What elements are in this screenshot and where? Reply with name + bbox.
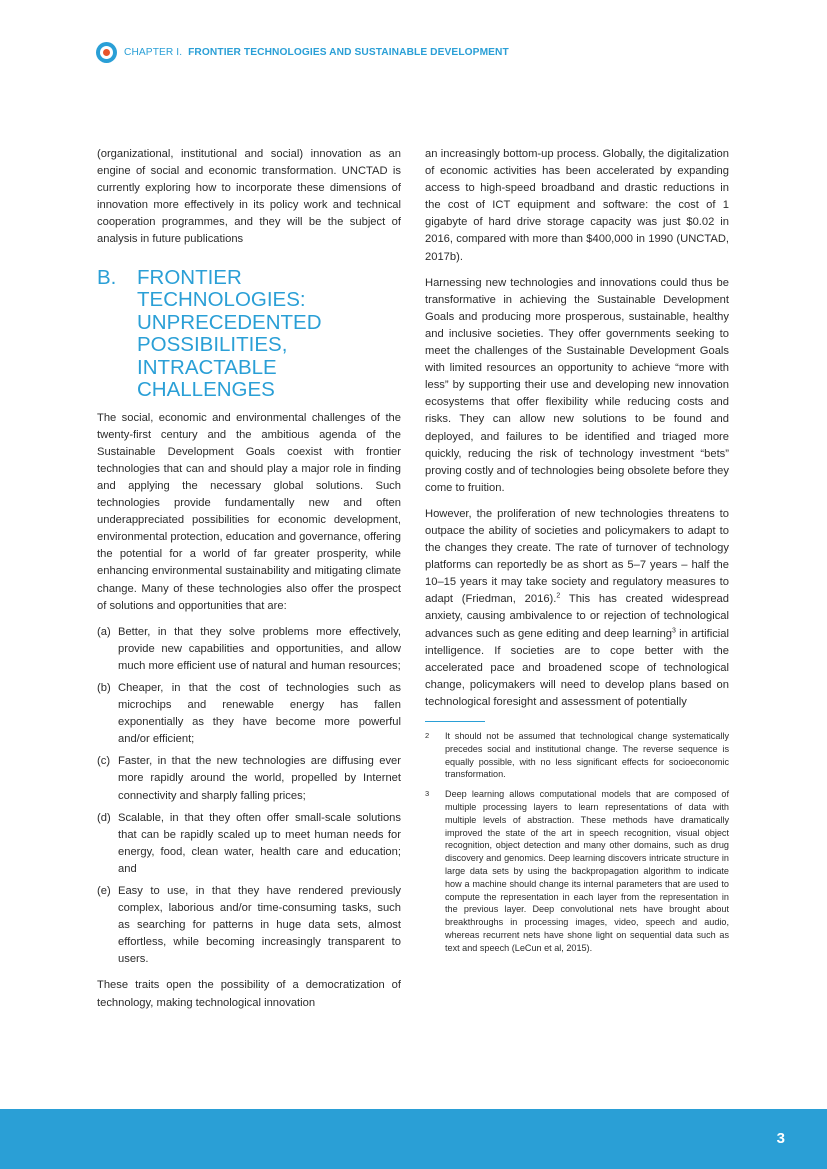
chapter-label: CHAPTER I. (124, 46, 183, 58)
chapter-title: FRONTIER TECHNOLOGIES AND SUSTAINABLE DEVELOPMENT (188, 46, 509, 58)
section-heading (97, 267, 401, 402)
section-title-line: POSSIBILITIES, (137, 333, 288, 357)
footnote-divider (425, 721, 485, 722)
list-item-text: Better, in that they solve problems more effectively, provide new capabilities and opportunities, and allow much more efficient use of natural and human resources; (118, 625, 401, 672)
page-number: 3 (776, 1130, 785, 1147)
list-item (97, 883, 401, 968)
running-header (96, 42, 509, 62)
section-title-line: CHALLENGES (137, 378, 275, 402)
list-item-text: Cheaper, in that the cost of technologies such as microchips and renewable energy has fallen exponentially as they have become more powerful and/or efficient; (118, 681, 401, 746)
chapter-logo-icon (96, 42, 117, 63)
list-item (97, 680, 401, 748)
list-item-text: Scalable, in that they often offer small-scale solutions that can be rapidly scaled up to meet human needs for energy, food, clean water, health care and education; and (118, 811, 401, 875)
list-item-text: Easy to use, in that they have rendered previously complex, laborious and/or time-consuming tasks, such as searching for patterns in huge data sets, almost effortless, while becoming increasingly transparent to users. (118, 885, 401, 966)
section-title (137, 267, 401, 402)
section-title-line: UNPRECEDENTED (137, 310, 322, 334)
running-header-text (124, 47, 509, 58)
footnote-number: 3 (425, 789, 430, 799)
list-item-label: (a) (97, 625, 111, 638)
footnote (425, 730, 729, 781)
list-item (97, 624, 401, 675)
list-item-label: (b) (97, 681, 111, 694)
right-column (425, 146, 729, 962)
list-item (97, 753, 401, 804)
page-footer-bar (0, 1109, 827, 1169)
section-title-line: FRONTIER TECHNOLOGIES: (137, 265, 306, 312)
footnote-text: It should not be assumed that technological change systematically precedes social and institutional change. The reverse sequence is equally possible, with no less significant effects for socioeconomic transformation. (445, 731, 729, 780)
left-column (97, 146, 401, 1021)
footnote-ref: 3 (672, 626, 676, 634)
paragraph-text: in artificial intelligence. If societies are to cope better with the accelerated pace and broadened scope of technological change, policymakers will need to develop plans based on technological foresight and assessment of potentially (425, 627, 729, 708)
footnote-text: Deep learning allows computational models that are composed of multiple processing layers to learn representations of data with multiple levels of abstraction. These methods have dramatically improved the state of the art in speech recognition, visual object recognition, object detection and many other domains, such as drug discovery and genomics. Deep learning discovers intricate structure in large data sets by using the backpropagation algorithm to indicate how a machine should change its internal parameters that are used to compute the representation in each layer from the representation in the previous layer. Deep convolutional nets have brought about breakthroughs in processing images, video, speech and audio, whereas recurrent nets have shone light on sequential data such as text and speech (LeCun et al, 2015). (445, 789, 729, 953)
section-title-line: INTRACTABLE (137, 355, 277, 379)
section-paragraph: The social, economic and environmental challenges of the twenty-first century and the ambitious agenda of the Sustainable Development Goals coexist with frontier technologies that can and should play a major role in finding and applying the necessary global solutions. Such technologies provide fundamentally new and often underappreciated possibilities for economic development, environmental protection, education and governance, offering the potential for a world of far greater prosperity, while enhancing environmental sustainability and mitigating climate change. Many of these technologies also offer the prospect of solutions and opportunities that are: (97, 411, 401, 612)
footnote (425, 788, 729, 954)
closing-paragraph: These traits open the possibility of a democratization of technology, making technological innovation (97, 979, 401, 1009)
list-item-label: (e) (97, 885, 111, 897)
intro-paragraph: (organizational, institutional and social) innovation as an engine of social and economic transformation. UNCTAD is currently exploring how to incorporate these dimensions of innovation more effectively in its policy work and technical cooperation programmes, and they will be the subject of analysis in future publications (97, 148, 401, 246)
traits-list (97, 624, 401, 969)
footnote-ref: 2 (556, 592, 561, 600)
list-item-label: (d) (97, 811, 111, 824)
list-item-label: (c) (97, 755, 111, 768)
list-item (97, 810, 401, 878)
body-paragraph: an increasingly bottom-up process. Globally, the digitalization of economic activities has been accelerated by expanding access to high-speed broadband and drastic reductions in the cost of ICT equipment and software: the cost of 1 gigabyte of hard drive storage capacity was just $0.02 in 2016, compared with more than $400,000 in 1990 (UNCTAD, 2017b). (425, 148, 729, 263)
list-item-text: Faster, in that the new technologies are diffusing ever more rapidly around the world, propelled by Internet connectivity and sharply falling prices; (118, 755, 401, 802)
paragraph-text: However, the proliferation of new technologies threatens to outpace the ability of societies and policymakers to adapt to the changes they create. The rate of turnover of technology platforms can reportedly be as short as 5–7 years – half the 10–15 years it may take society and regulatory measures to adapt (Friedman, 2016). (425, 507, 729, 606)
body-paragraph: Harnessing new technologies and innovations could thus be transformative in achieving the Sustainable Development Goals and producing more prosperous, sustainable, healthy and inclusive societies. They offer governments seeking to meet the challenges of the Sustainable Development Goals with limited resources an opportunity to achieve “more with less” by supporting their use and developing new innovation ecosystems that offer flexibility while reducing costs and risks. They can allow new solutions to be found and deployed, and failures to be identified and triaged more quickly, reducing the risk of technology investment “bets” proving costly and of technologies being obsolete before they come to fruition. (425, 276, 729, 494)
body-paragraph (425, 506, 729, 711)
footnote-number: 2 (425, 731, 430, 740)
section-letter: B. (97, 265, 117, 289)
paragraph-text: This has created widespread anxiety, causing ambivalence to or rejection of technological advances such as gene editing and deep learning (425, 593, 729, 640)
